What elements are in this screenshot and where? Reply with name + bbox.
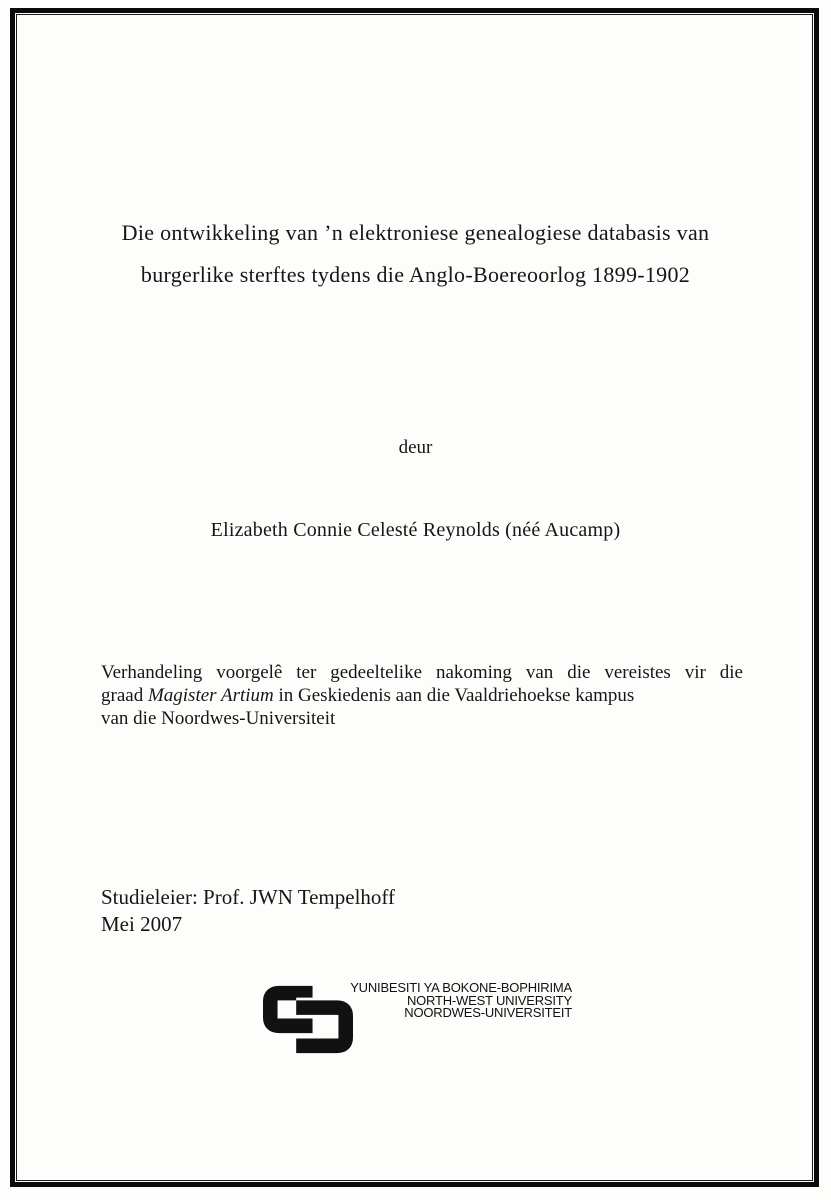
thesis-title <box>0 212 831 296</box>
supervisor-line: Studieleier: Prof. JWN Tempelhoff <box>101 885 396 909</box>
nwu-logo-wordmark <box>318 982 572 1020</box>
nwu-wordmark-afrikaans: NOORDWES-UNIVERSITEIT <box>404 1005 572 1021</box>
nwu-wordmark-setswana: YUNIBESITI YA BOKONE-BOPHIRIMA <box>350 980 572 995</box>
byline-deur: deur <box>398 437 433 458</box>
degree-statement <box>101 661 743 730</box>
degree-statement-line3: van die Noordwes-Universiteit <box>101 708 336 729</box>
thesis-title-line2: burgerlike sterftes tydens die Anglo-Boereoorlog 1899-1902 <box>140 262 691 287</box>
degree-statement-line2-prefix: graad <box>101 685 148 706</box>
author-name: Elizabeth Connie Celesté Reynolds (néé Aucamp) <box>210 519 621 541</box>
degree-statement-line2-suffix: in Geskiedenis aan die Vaaldriehoekse kampus <box>273 685 635 706</box>
date-line: Mei 2007 <box>101 912 183 936</box>
nwu-wordmark-english: NORTH-WEST UNIVERSITY <box>406 992 572 1008</box>
nwu-logo <box>258 978 578 1060</box>
thesis-title-line1: Die ontwikkeling van ’n elektroniese genealogiese databasis van <box>121 220 710 245</box>
degree-statement-line2 <box>101 684 743 707</box>
degree-statement-line1: Verhandeling voorgelê ter gedeeltelike nakoming van die vereistes vir die <box>101 662 743 683</box>
supervisor-block <box>101 884 395 938</box>
degree-name-italic: Magister Artium <box>147 685 274 706</box>
